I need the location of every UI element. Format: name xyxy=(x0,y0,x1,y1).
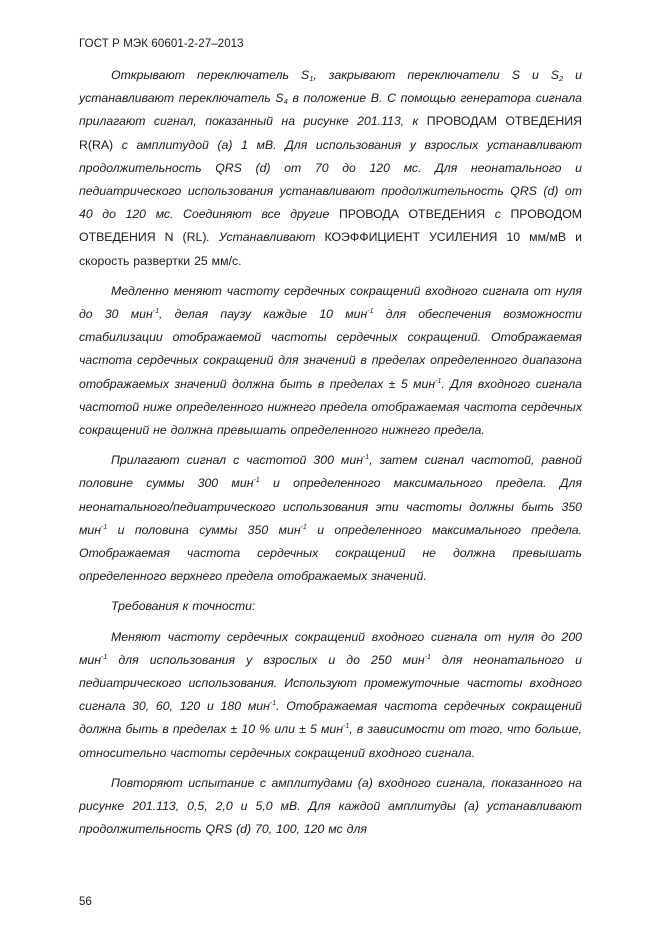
paragraph-4-accuracy-requirements: Требования к точности: xyxy=(111,599,256,614)
paragraph-2: Медленно меняют частоту сердечных сокращений входного сигнала от нуля до 30 мин$^{-1}$, делая паузу каждые 10 мин$^{-1}$ для обеспечения возможности стабилизации отображаемой частоты сердечных сокращений. Отображаемая частота сердечных сокращений для значений в пределах определенного диапазона отображаемых значений должна быть в пределах ± 5 мин$^{-1}$. Для входного сигнала частотой ниже определенного нижнего предела отображаемая частота сердечных сокращений не должна превышать определенного нижнего предела. xyxy=(79,283,583,438)
paragraph-1: Открывают переключатель $S_1$, закрывают переключатели S и $S_2$ и устанавливают переключатель $S_4$ в положение В. С помощью генератора сигнала прилагают сигнал, показанный на рисунке 201.113, к ПРОВОДАМ ОТВЕДЕНИЯ R(RA) с амплитудой (а) 1 мВ. Для использования у взрослых устанавливают продолжительность QRS (d) от 70 до 120 мс. Для неонатального и педиатрического использования устанавливают продолжительность QRS (d) от 40 до 120 мс. Соединяют все другие ПРОВОДА ОТВЕДЕНИЯ с ПРОВОДОМ ОТВЕДЕНИЯ N (RL). Устанавливают КОЭФФИЦИЕНТ УСИЛЕНИЯ 10 мм/мВ и скорость развертки 25 мм/с. xyxy=(79,68,582,268)
page-body xyxy=(79,64,582,842)
paragraph-3: Прилагают сигнал с частотой 300 мин$^{-1}$, затем сигнал частотой, равной половине суммы 300 мин$^{-1}$ и определенного максимального предела. Для неонатального/педиатрического использования эти частоты должны быть 350 мин$^{-1}$ и половина суммы 350 мин$^{-1}$ и определенного максимального предела. Отображаемая частота сердечных сокращений не должна превышать определенного верхнего предела отображаемых значений. xyxy=(79,453,583,584)
page-number: 56 xyxy=(79,896,92,908)
document-header: ГОСТ Р МЭК 60601-2-27–2013 xyxy=(79,38,244,50)
paragraph-5: Меняют частоту сердечных сокращений входного сигнала от нуля до 200 мин$^{-1}$ для использования у взрослых и до 250 мин$^{-1}$ для неонатального и педиатрического использования. Используют промежуточные частоты входного сигнала 30, 60, 120 и 180 мин$^{-1}$. Отображаемая частота сердечных сокращений должна быть в пределах ± 10 % или ± 5 мин$^{-1}$, в зависимости от того, что больше, относительно частоты сердечных сокращений входного сигнала. xyxy=(79,629,582,760)
paragraph-6: Повторяют испытание с амплитудами (а) входного сигнала, показанного на рисунке 201.113, 0,5, 2,0 и 5,0 мВ. Для каждой амплитуды (а) устанавливают продолжительность QRS (d) 70, 100, 120 мс для xyxy=(79,775,582,837)
